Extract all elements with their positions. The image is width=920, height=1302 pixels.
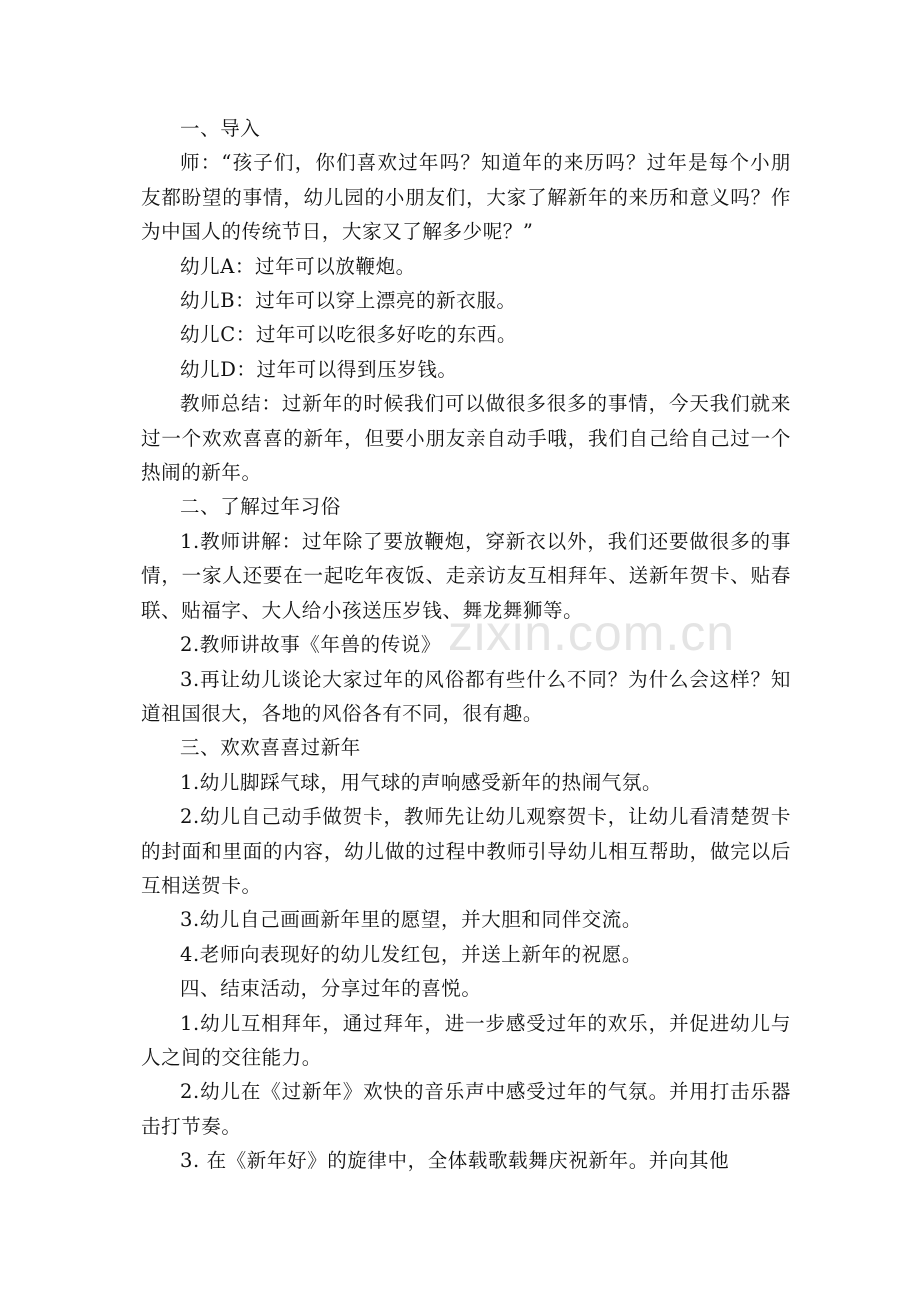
child-b-answer: 幼儿B：过年可以穿上漂亮的新衣服。 <box>180 289 517 313</box>
section-heading-intro: 一、导入 <box>180 117 261 140</box>
celebrate-item-3: 3.幼儿自己画画新年里的愿望，并大胆和同伴交流。 <box>180 908 643 932</box>
child-a-answer: 幼儿A：过年可以放鞭炮。 <box>180 254 416 278</box>
customs-item-1: 1.教师讲解：过年除了要放鞭炮，穿新衣以外，我们还要做很多的事情，一家人还要在一起吃年夜饭、走亲访友互相拜年、送新年贺卡、贴春联、贴福字、大人给小孩送压岁钱、舞龙舞狮等。 <box>141 529 791 622</box>
child-c-answer: 幼儿C：过年可以吃很多好吃的东西。 <box>180 323 518 347</box>
teacher-summary-paragraph: 教师总结：过新年的时候我们可以做很多很多的事情，今天我们就来过一个欢欢喜喜的新年，但要小朋友亲自动手哦，我们自己给自己过一个热闹的新年。 <box>141 392 791 485</box>
closing-item-3: 3. 在《新年好》的旋律中，全体载歌载舞庆祝新年。并向其他 <box>180 1149 730 1173</box>
section-heading-celebrate: 三、欢欢喜喜过新年 <box>180 736 361 760</box>
customs-item-3: 3.再让幼儿谈论大家过年的风俗都有些什么不同？为什么会这样？知道祖国很大，各地的风俗各有不同，很有趣。 <box>141 667 791 725</box>
customs-item-2: 2.教师讲故事《年兽的传说》 <box>180 633 442 657</box>
child-d-answer: 幼儿D：过年可以得到压岁钱。 <box>180 357 458 381</box>
closing-item-2: 2.幼儿在《过新年》欢快的音乐声中感受过年的气氛。并用打击乐器击打节奏。 <box>141 1080 791 1138</box>
celebrate-item-4: 4.老师向表现好的幼儿发红包，并送上新年的祝愿。 <box>180 942 643 966</box>
section-heading-closing: 四、结束活动，分享过年的喜悦。 <box>180 977 482 1001</box>
celebrate-item-1: 1.幼儿脚踩气球，用气球的声响感受新年的热闹气氛。 <box>180 770 663 794</box>
watermark-text: zixin.com.cn <box>448 605 736 661</box>
closing-item-1: 1.幼儿互相拜年，通过拜年，进一步感受过年的欢乐，并促进幼儿与人之间的交往能力。 <box>141 1011 791 1069</box>
teacher-question-paragraph: 师：“孩子们，你们喜欢过年吗？知道年的来历吗？过年是每个小朋友都盼望的事情，幼儿园的小朋友们，大家了解新年的来历和意义吗？作为中国人的传统节日，大家又了解多少呢？” <box>141 151 791 244</box>
document-body <box>141 112 791 1179</box>
celebrate-item-2: 2.幼儿自己动手做贺卡，教师先让幼儿观察贺卡，让幼儿看清楚贺卡的封面和里面的内容，幼儿做的过程中教师引导幼儿相互帮助，做完以后互相送贺卡。 <box>141 805 791 897</box>
section-heading-customs: 二、了解过年习俗 <box>180 495 341 519</box>
